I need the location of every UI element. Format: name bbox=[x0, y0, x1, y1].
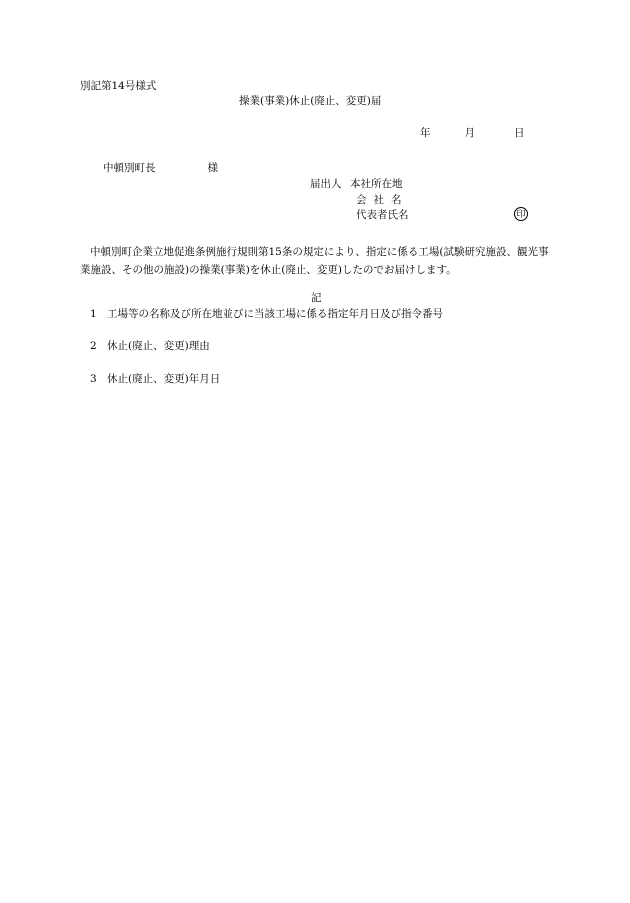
item-number: 1 bbox=[90, 308, 97, 320]
body-paragraph: 中頓別町企業立地促進条例施行規則第15条の規定により、指定に係る工場(試験研究施設、観光事業施設、その他の施設)の操業(事業)を休止(廃止、変更)したのでお届けします。 bbox=[80, 246, 549, 276]
addressee-name: 中頓別町長 bbox=[103, 162, 156, 174]
date-day-label: 日 bbox=[514, 127, 525, 139]
seal-mark: 印 bbox=[514, 207, 528, 221]
item-number: 2 bbox=[90, 340, 97, 352]
item-number: 3 bbox=[90, 373, 97, 385]
ki-heading: 記 bbox=[311, 292, 322, 304]
item-text: 休止(廃止、変更)年月日 bbox=[107, 373, 221, 385]
date-month-label: 月 bbox=[464, 127, 475, 139]
date-year-label: 年 bbox=[420, 127, 431, 139]
company-name-label: 会社名 bbox=[356, 194, 409, 206]
hq-address-label: 本社所在地 bbox=[350, 178, 403, 190]
notifier-label: 届出人 bbox=[310, 178, 342, 190]
document-title: 操業(事業)休止(廃止、変更)届 bbox=[239, 95, 382, 107]
list-item bbox=[90, 309, 443, 320]
date-row bbox=[420, 128, 525, 139]
addressee bbox=[103, 163, 218, 174]
list-item bbox=[90, 341, 210, 352]
item-text: 休止(廃止、変更)理由 bbox=[107, 340, 210, 352]
representative-label: 代表者氏名 bbox=[356, 209, 409, 221]
item-text: 工場等の名称及び所在地並びに当該工場に係る指定年月日及び指令番号 bbox=[107, 308, 443, 320]
form-number: 別記第14号様式 bbox=[80, 80, 157, 92]
list-item bbox=[90, 374, 220, 385]
addressee-honorific: 様 bbox=[207, 162, 218, 174]
